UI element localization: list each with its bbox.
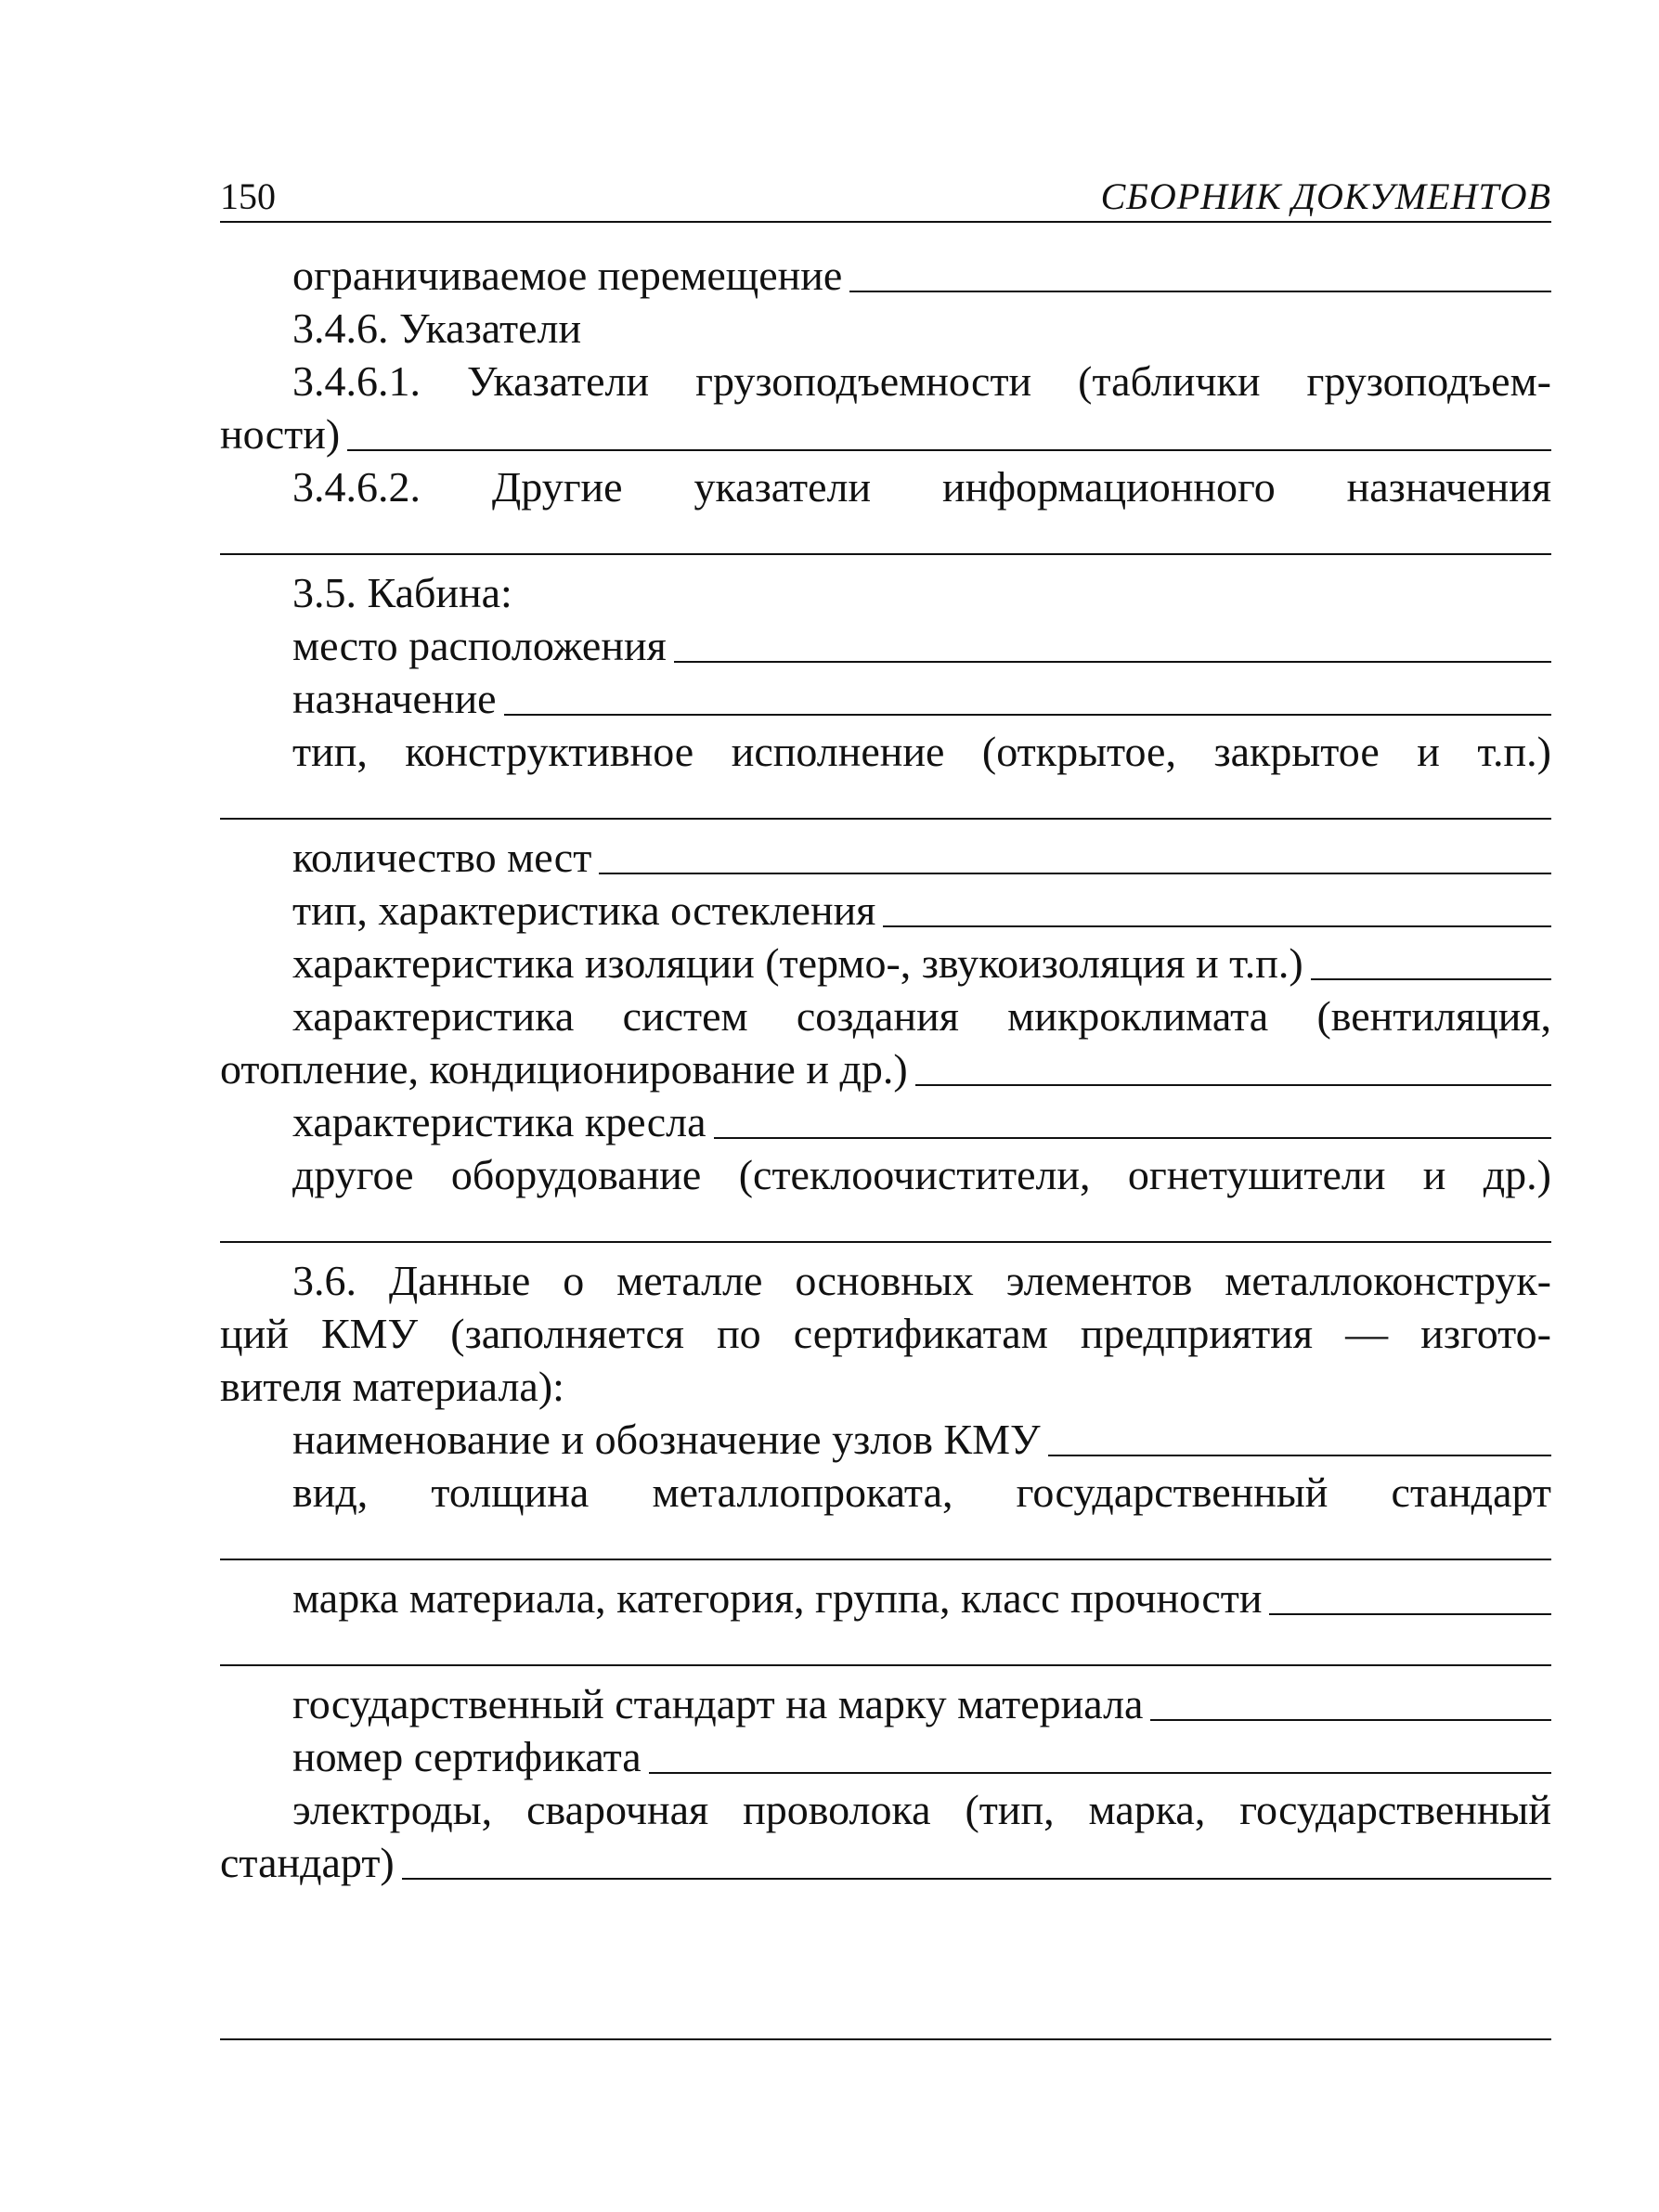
fill-in-blank[interactable] [915,1084,1551,1086]
field-restricted-movement [220,249,1551,302]
field-label: количество мест [292,834,592,881]
section-heading-3-4-6: 3.4.6. Указатели [292,304,582,352]
field-label: назначение [292,675,497,722]
field-other-signs-label: 3.4.6.2. Другие указатели информационного назначения [292,463,1551,511]
fill-in-blank[interactable] [883,925,1551,927]
fill-in-blank[interactable] [849,291,1551,292]
page-header [220,176,1551,223]
fill-in-blank-line[interactable] [220,1624,1551,1677]
field-label: наименование и обозначение узлов КМУ [292,1416,1041,1463]
field-seat [220,1095,1551,1148]
field-cabin-location [220,619,1551,672]
field-certificate-number [220,1730,1551,1783]
paragraph-line: 3.6. Данные о металле основных элементов металлоконструк- [292,1257,1551,1304]
field-label: место расположения [292,622,667,669]
fill-in-blank-line[interactable] [220,778,1551,831]
footer-rule [220,1999,1551,2051]
section-heading-3-5: 3.5. Кабина: [292,569,512,616]
field-label: тип, характеристика остекления [292,886,876,934]
field-cabin-purpose [220,672,1551,725]
paragraph-line: вителя материала): [220,1363,564,1410]
field-material-grade [220,1572,1551,1624]
paragraph-line: 3.4.6.1. Указатели грузоподъемности (таблички грузоподъем- [292,357,1551,405]
field-label: ограничиваемое перемещение [292,252,843,299]
fill-in-blank[interactable] [1048,1455,1551,1456]
field-label: марка материала, категория, группа, класс прочности [292,1574,1263,1622]
fill-in-blank[interactable] [347,449,1551,451]
field-seat-count [220,831,1551,884]
field-label: государственный стандарт на марку материала [292,1680,1144,1727]
field-label: характеристика кресла [292,1098,706,1145]
field-label: стандарт) [220,1839,395,1886]
field-rolled-metal-label: вид, толщина металлопроката, государственный стандарт [292,1468,1551,1516]
field-insulation [220,937,1551,990]
fill-in-blank[interactable] [674,661,1551,663]
field-other-equipment-label: другое оборудование (стеклоочистители, огнетушители и др.) [292,1151,1551,1198]
field-microclimate [220,1042,1551,1095]
fill-in-blank[interactable] [1269,1613,1551,1615]
field-glazing [220,884,1551,937]
page-number: 150 [220,175,276,217]
field-label: номер сертификата [292,1733,642,1780]
running-title: СБОРНИК ДОКУМЕНТОВ [1100,175,1551,217]
field-electrodes [220,1836,1551,1889]
fill-in-blank[interactable] [504,714,1551,716]
field-label: характеристика изоляции (термо-, звукоизоляция и т.п.) [292,939,1303,987]
field-load-capacity-signs [220,407,1551,460]
fill-in-blank-line[interactable] [220,1519,1551,1572]
field-label: ности) [220,410,341,458]
fill-in-blank-line[interactable] [220,513,1551,566]
fill-in-blank[interactable] [1150,1719,1551,1721]
fill-in-blank[interactable] [402,1878,1551,1880]
fill-in-blank-line[interactable] [220,1201,1551,1254]
fill-in-blank[interactable] [649,1772,1551,1774]
field-label: отопление, кондиционирование и др.) [220,1045,908,1093]
field-kmu-units [220,1413,1551,1466]
field-material-standard [220,1677,1551,1730]
form-body [220,249,1551,2051]
fill-in-blank[interactable] [714,1137,1551,1139]
fill-in-blank[interactable] [599,873,1551,874]
paragraph-line: электроды, сварочная проволока (тип, марка, государственный [292,1786,1551,1833]
field-cabin-type-label: тип, конструктивное исполнение (открытое, закрытое и т.п.) [292,728,1551,775]
paragraph-line: характеристика систем создания микроклимата (вентиляция, [292,992,1551,1040]
fill-in-blank[interactable] [1311,978,1551,980]
paragraph-line: ций КМУ (заполняется по сертификатам предприятия — изгото- [220,1310,1551,1357]
